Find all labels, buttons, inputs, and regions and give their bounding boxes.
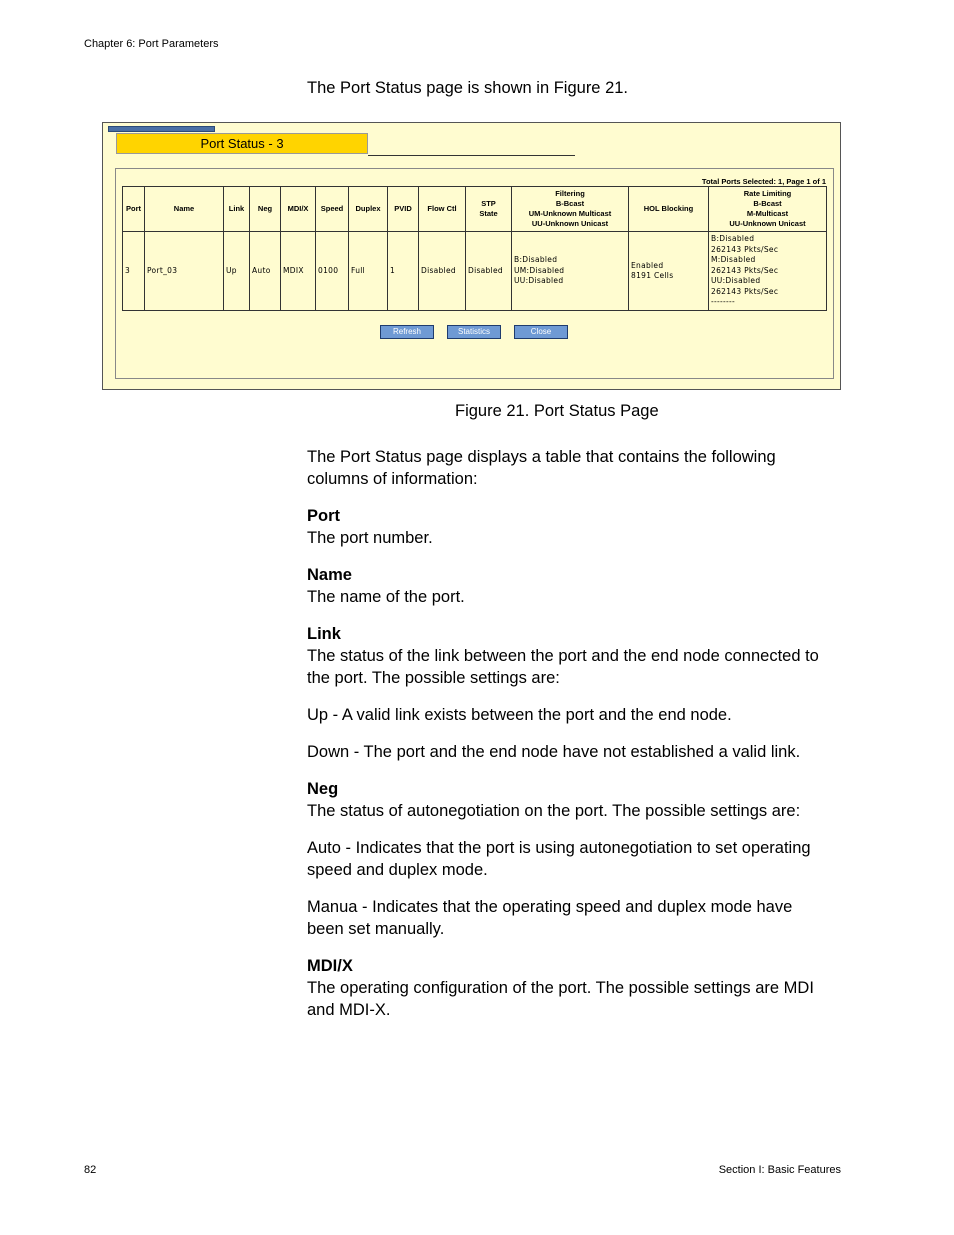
neg-manual-setting: Manua - Indicates that the operating speed and duplex mode have been set manually. bbox=[307, 898, 793, 938]
table-cell-line: UM:Disabled bbox=[514, 265, 565, 275]
column-header bbox=[316, 187, 349, 232]
column-header bbox=[349, 187, 388, 232]
def-mdix: The operating configuration of the port. The possible settings are MDI and MDI-X. bbox=[307, 979, 814, 1019]
column-header-line: UU-Unknown Unicast bbox=[531, 219, 609, 228]
table-cell-line: 3 bbox=[125, 265, 131, 275]
def-link: The status of the link between the port and the end node connected to the port. The possible settings are: bbox=[307, 647, 819, 687]
statistics-button[interactable]: Statistics bbox=[447, 325, 501, 339]
column-header bbox=[709, 187, 827, 232]
table-cell-line: 8191 Cells bbox=[631, 271, 674, 280]
table-cell-line: Enabled bbox=[631, 260, 664, 270]
table-cell-line: 262143 Pkts/Sec bbox=[711, 265, 779, 275]
column-header bbox=[145, 187, 224, 232]
table-cell-line: Up bbox=[226, 265, 237, 275]
column-header-line: Neg bbox=[257, 204, 273, 213]
table-cell-line: Full bbox=[351, 265, 366, 275]
table-cell bbox=[316, 232, 349, 311]
neg-auto-setting: Auto - Indicates that the port is using autonegotiation to set operating speed and duplex mode. bbox=[307, 839, 811, 879]
column-header-line: Flow Ctl bbox=[427, 204, 457, 213]
table-cell bbox=[281, 232, 316, 311]
term-port: Port bbox=[307, 507, 340, 525]
column-header bbox=[388, 187, 419, 232]
tab-accent bbox=[108, 126, 215, 132]
column-header-line: HOL Blocking bbox=[643, 204, 694, 213]
table-cell-line: Disabled bbox=[468, 265, 503, 275]
link-down-setting: Down - The port and the end node have not established a valid link. bbox=[307, 743, 801, 761]
figure-caption: Figure 21. Port Status Page bbox=[455, 402, 659, 420]
term-name: Name bbox=[307, 566, 352, 584]
total-ports-label: Total Ports Selected: 1, Page 1 of 1 bbox=[701, 177, 826, 186]
table-cell bbox=[466, 232, 512, 311]
column-header-line: M-Multicast bbox=[746, 209, 789, 218]
column-header bbox=[419, 187, 466, 232]
column-header-line: B-Bcast bbox=[753, 199, 782, 208]
def-neg: The status of autonegotiation on the port. The possible settings are: bbox=[307, 802, 801, 820]
table-cell-line: MDIX bbox=[283, 265, 304, 275]
column-header bbox=[123, 187, 145, 232]
term-mdix: MDI/X bbox=[307, 957, 353, 975]
close-button[interactable]: Close bbox=[514, 325, 568, 339]
table-cell-line: B:Disabled bbox=[711, 234, 755, 244]
table-cell-line: 1 bbox=[390, 265, 396, 275]
column-header-line: Duplex bbox=[355, 204, 381, 213]
table-cell bbox=[512, 232, 629, 311]
column-header bbox=[466, 187, 512, 232]
table-cell-line: 262143 Pkts/Sec bbox=[711, 244, 779, 254]
column-header-line: Port bbox=[126, 204, 141, 213]
table-cell bbox=[145, 232, 224, 311]
lead-paragraph: The Port Status page displays a table that contains the following columns of information: bbox=[307, 448, 776, 488]
running-header: Chapter 6: Port Parameters bbox=[84, 38, 219, 50]
refresh-button[interactable]: Refresh bbox=[380, 325, 434, 339]
column-header-line: Name bbox=[173, 204, 195, 213]
term-neg: Neg bbox=[307, 780, 339, 798]
column-header-line: Speed bbox=[320, 204, 344, 213]
table-cell-line: B:Disabled bbox=[514, 255, 558, 265]
table-cell-line: UU:Disabled bbox=[711, 276, 761, 286]
column-header-line: UM-Unknown Multicast bbox=[528, 209, 612, 218]
def-port: The port number. bbox=[307, 529, 433, 547]
column-header-line: Rate Limiting bbox=[743, 189, 792, 198]
table-cell bbox=[349, 232, 388, 311]
table-cell-line: Port_03 bbox=[147, 265, 178, 275]
column-header bbox=[281, 187, 316, 232]
def-name: The name of the port. bbox=[307, 588, 465, 606]
column-header bbox=[629, 187, 709, 232]
column-header-line: B-Bcast bbox=[555, 199, 585, 208]
body-text bbox=[307, 446, 827, 1036]
table-cell-line: 262143 Pkts/Sec bbox=[711, 286, 779, 296]
term-link: Link bbox=[307, 625, 341, 643]
column-header-line: STP bbox=[481, 199, 496, 208]
table-cell bbox=[419, 232, 466, 311]
table-cell-line: 0100 bbox=[318, 265, 339, 275]
table-header-row bbox=[123, 187, 827, 232]
table-cell bbox=[123, 232, 145, 311]
table-cell bbox=[629, 232, 709, 311]
column-header-line: PVID bbox=[394, 204, 412, 213]
column-header-line: State bbox=[479, 209, 498, 218]
column-header bbox=[224, 187, 250, 232]
section-footer: Section I: Basic Features bbox=[718, 1164, 841, 1176]
column-header-line: Filtering bbox=[555, 189, 585, 198]
table-cell-line: Disabled bbox=[421, 265, 456, 275]
column-header bbox=[250, 187, 281, 232]
table-cell bbox=[709, 232, 827, 311]
page-number: 82 bbox=[84, 1164, 97, 1176]
table-cell-line: UU:Disabled bbox=[514, 276, 564, 286]
table-cell bbox=[224, 232, 250, 311]
table-cell-line: M:Disabled bbox=[711, 255, 756, 265]
table-cell bbox=[388, 232, 419, 311]
column-header-line: Link bbox=[228, 204, 245, 213]
table-cell-line: -------- bbox=[711, 297, 736, 307]
intro-text: The Port Status page is shown in Figure 21. bbox=[307, 79, 629, 97]
port-status-table bbox=[122, 186, 827, 311]
column-header-line: UU-Unknown Unicast bbox=[729, 219, 806, 228]
table-cell bbox=[250, 232, 281, 311]
tab-underline bbox=[368, 155, 575, 156]
column-header-line: MDI/X bbox=[287, 204, 309, 213]
table-cell-line: Auto bbox=[252, 265, 271, 275]
link-up-setting: Up - A valid link exists between the port and the end node. bbox=[307, 706, 732, 724]
column-header bbox=[512, 187, 629, 232]
table-row bbox=[123, 232, 827, 311]
page-title-tab: Port Status - 3 bbox=[116, 133, 368, 154]
